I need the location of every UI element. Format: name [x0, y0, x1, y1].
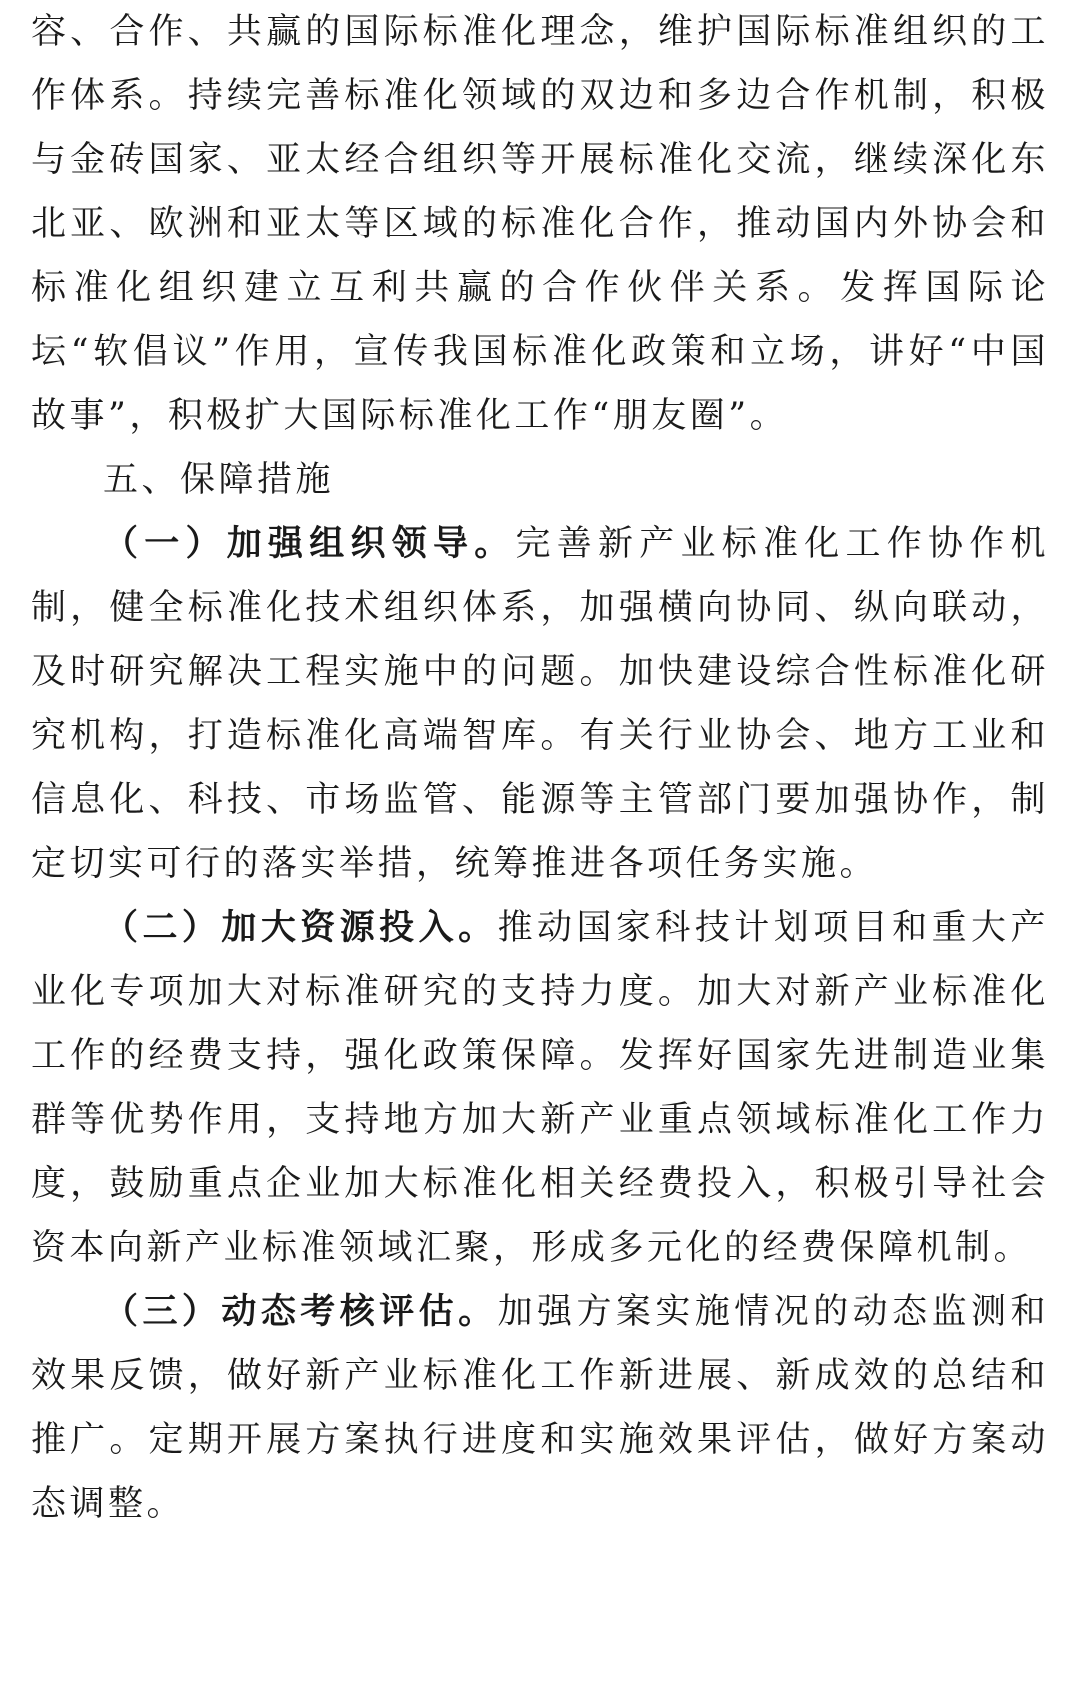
measure-body: 推动国家科技计划项目和重大产业化专项加大对标准研究的支持力度。加大对新产业标准化工作的经费支持，强化政策保障。发挥好国家先进制造业集群等优势作用，支持地方加大新产业重点领域标准化工作力度，鼓励重点企业加大标准化相关经费投入，积极引导社会资本向新产业标准领域汇聚，形成多元化的经费保障机制。: [31, 908, 1049, 1268]
measure-lead: （二）加大资源投入。: [103, 907, 498, 948]
measure-item-evaluation: [31, 1280, 1049, 1536]
measure-lead: （一）加强组织领导。: [103, 523, 516, 564]
measure-body: 完善新产业标准化工作协作机制，健全标准化技术组织体系，加强横向协同、纵向联动，及时研究解决工程实施中的问题。加快建设综合性标准化研究机构，打造标准化高端智库。有关行业协会、地方工业和信息化、科技、市场监管、能源等主管部门要加强协作，制定切实可行的落实举措，统筹推进各项任务实施。: [31, 524, 1049, 884]
measure-body: 加强方案实施情况的动态监测和效果反馈，做好新产业标准化工作新进展、新成效的总结和推广。定期开展方案执行进度和实施效果评估，做好方案动态调整。: [31, 1292, 1049, 1524]
measure-item-organization: [31, 512, 1049, 896]
measure-lead: （三）动态考核评估。: [103, 1291, 498, 1332]
document-body: [31, 0, 1049, 1536]
section-heading: 五、保障措施: [103, 460, 335, 500]
measure-item-resources: [31, 896, 1049, 1280]
paragraph-international-cooperation: 容、合作、共赢的国际标准化理念，维护国际标准组织的工作体系。持续完善标准化领域的双边和多边合作机制，积极与金砖国家、亚太经合组织等开展标准化交流，继续深化东北亚、欧洲和亚太等区域的标准化合作，推动国内外协会和标准化组织建立互利共赢的合作伙伴关系。发挥国际论坛“软倡议”作用，宣传我国标准化政策和立场，讲好“中国故事”，积极扩大国际标准化工作“朋友圈”。: [31, 12, 1049, 436]
